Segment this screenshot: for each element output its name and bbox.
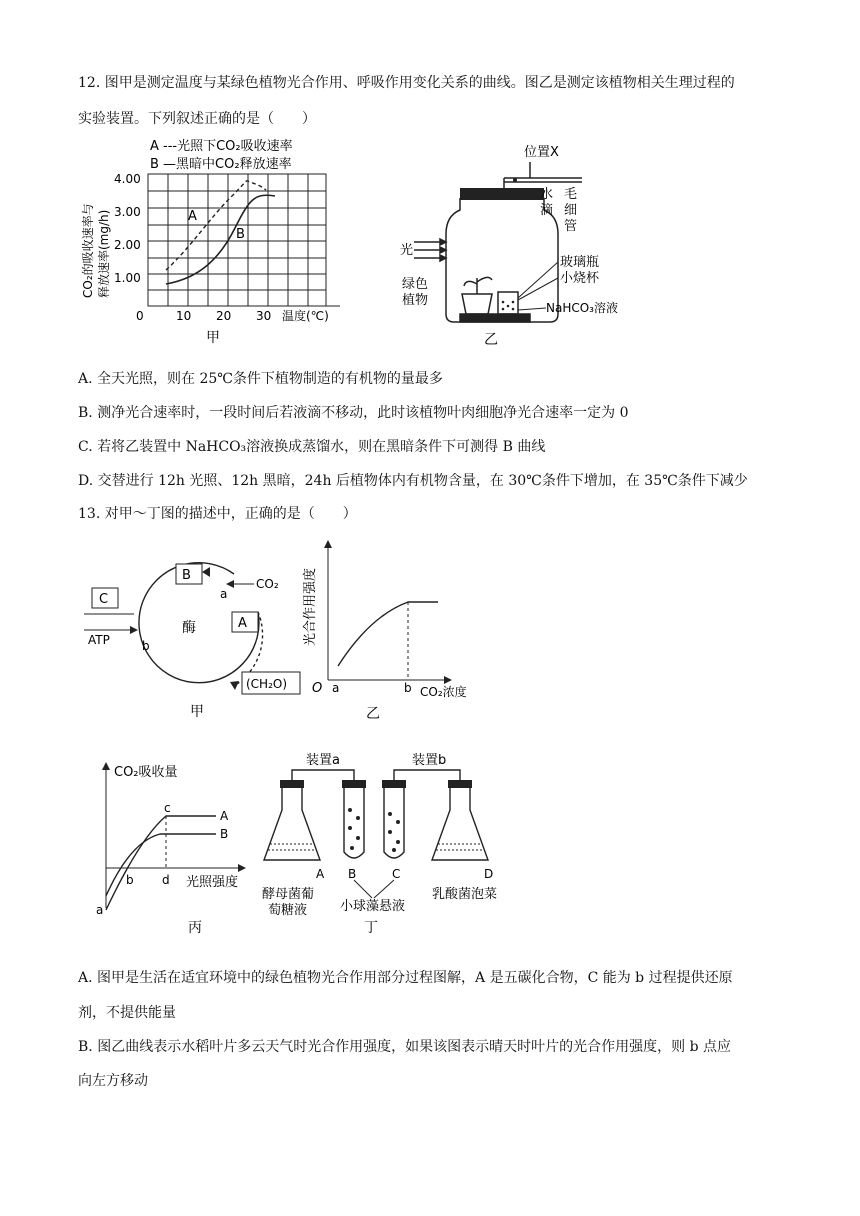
capillary-label-3: 管 <box>564 219 578 234</box>
y-tick-4: 4.00 <box>114 172 141 186</box>
box-a: A <box>238 616 247 631</box>
q13-figure-yi-chart <box>300 536 490 722</box>
x-axis-label: 温度(℃) <box>282 309 329 323</box>
box-b: B <box>182 568 191 583</box>
y-axis-label: 光合作用强度 <box>303 567 318 646</box>
yeast-label-1: 酵母菌葡 <box>262 887 315 902</box>
curve-b-solid <box>166 195 275 284</box>
q13-option-b-line1: B. 图乙曲线表示水稻叶片多云天气时光合作用强度，如果该图表示晴天时叶片的光合作用强度，则 b 点应 <box>78 1039 732 1055</box>
flask-a-label: A <box>316 867 325 881</box>
lactobacillus-label: 乳酸菌泡菜 <box>432 887 498 902</box>
curve-b-label: B <box>236 227 245 242</box>
q12-figure-jia-chart <box>70 138 360 350</box>
q12-option-a: A. 全天光照，则在 25℃条件下植物制造的有机物的量最多 <box>78 371 443 387</box>
y-tick-2: 2.00 <box>114 238 141 252</box>
x-tick-10: 10 <box>176 309 192 323</box>
product-label: (CH₂O) <box>246 677 288 691</box>
process-b-label: b <box>142 639 150 653</box>
figure-caption: 丙 <box>188 920 202 936</box>
q12-option-d: D. 交替进行 12h 光照、12h 黑暗，24h 后植物体内有机物含量，在 30℃条件下增加，在 35℃条件下减少 <box>78 473 748 489</box>
q13-figure-jia-cycle <box>84 536 304 722</box>
light-label: 光 <box>400 243 414 258</box>
glass-jar-label: 玻璃瓶 <box>560 255 600 270</box>
y-axis-label: CO₂吸收量 <box>114 765 178 780</box>
legend-b: B —黑暗中CO₂释放速率 <box>150 157 292 172</box>
x-tick-30: 30 <box>256 309 272 323</box>
q12-option-c: C. 若将乙装置中 NaHCO₃溶液换成蒸馏水，则在黑暗条件下可测得 B 曲线 <box>78 439 546 455</box>
plant-label-2: 植物 <box>402 293 429 308</box>
point-a-label: a <box>96 903 104 917</box>
device-b-label: 装置b <box>412 753 447 768</box>
y-tick-3: 3.00 <box>114 205 141 219</box>
y-tick-1: 1.00 <box>114 271 141 285</box>
tube-b-label: B <box>348 867 357 881</box>
atp-label: ATP <box>88 633 110 647</box>
curve-b-label: B <box>220 827 229 841</box>
x-point-a: a <box>332 681 340 695</box>
device-a-label: 装置a <box>306 753 340 768</box>
x-point-b: b <box>404 681 412 695</box>
point-d-label: d <box>162 873 170 887</box>
y-axis-label-1: CO₂的吸收速率与 <box>81 203 95 298</box>
solution-label: NaHCO₃溶液 <box>546 301 618 315</box>
x-tick-20: 20 <box>216 309 232 323</box>
q13-option-a-line2: 剂，不提供能量 <box>78 1005 176 1021</box>
x-axis-label: 光照强度 <box>186 875 239 890</box>
q12-figure-yi-apparatus <box>400 138 650 350</box>
capillary-label-2: 细 <box>564 203 578 218</box>
q13-option-a-line1: A. 图甲是生活在适宜环境中的绿色植物光合作用部分过程图解，A 是五碳化合物，C 能为 b 过程提供还原 <box>78 970 733 986</box>
q12-stem-line1: 12. 图甲是测定温度与某绿色植物光合作用、呼吸作用变化关系的曲线。图乙是测定该植物相关生理过程的 <box>78 75 735 91</box>
beaker-label: 小烧杯 <box>560 271 600 286</box>
q13-figure-ding-apparatus <box>256 748 506 938</box>
flask-d-label: D <box>484 867 494 881</box>
position-x-label: 位置X <box>524 145 559 160</box>
origin-label: O <box>312 681 323 696</box>
figure-caption: 甲 <box>206 330 220 346</box>
enzyme-label: 酶 <box>182 620 196 636</box>
legend-a: A ---光照下CO₂吸收速率 <box>150 139 293 154</box>
curve-a-label: A <box>188 209 197 224</box>
q12-option-b: B. 测净光合速率时，一段时间后若液滴不移动，此时该植物叶肉细胞净光合速率一定为 0 <box>78 405 629 421</box>
figure-caption: 丁 <box>364 920 378 936</box>
capillary-label-1: 毛 <box>564 187 578 202</box>
photosynthesis-curve <box>338 602 438 666</box>
water-drop-label-2: 滴 <box>540 203 554 218</box>
yeast-label-2: 萄糖液 <box>268 903 308 918</box>
figure-caption: 甲 <box>190 704 204 720</box>
q13-stem: 13. 对甲～丁图的描述中，正确的是（ ） <box>78 506 357 522</box>
point-b-label: b <box>126 873 134 887</box>
curve-a <box>106 816 216 910</box>
q13-figure-bing-chart <box>90 758 260 938</box>
co2-label: CO₂ <box>256 577 279 591</box>
tube-c-label: C <box>392 867 401 881</box>
q13-option-b-line2: 向左方移动 <box>78 1073 148 1089</box>
curve-a-label: A <box>220 809 229 823</box>
water-drop-label-1: 水 <box>540 187 554 202</box>
chlorella-label: 小球藻悬液 <box>340 899 406 914</box>
x-tick-0: 0 <box>136 309 144 323</box>
figure-caption: 乙 <box>484 332 498 348</box>
q12-stem-line2: 实验装置。下列叙述正确的是（ ） <box>78 111 316 127</box>
box-c: C <box>99 592 109 607</box>
x-axis-label: CO₂浓度 <box>420 685 467 699</box>
process-a-label: a <box>220 587 228 601</box>
plant-label-1: 绿色 <box>402 277 429 292</box>
point-c-label: c <box>164 801 171 815</box>
figure-caption: 乙 <box>366 706 380 722</box>
y-axis-label-2: 释放速率(mg/h) <box>97 209 111 298</box>
